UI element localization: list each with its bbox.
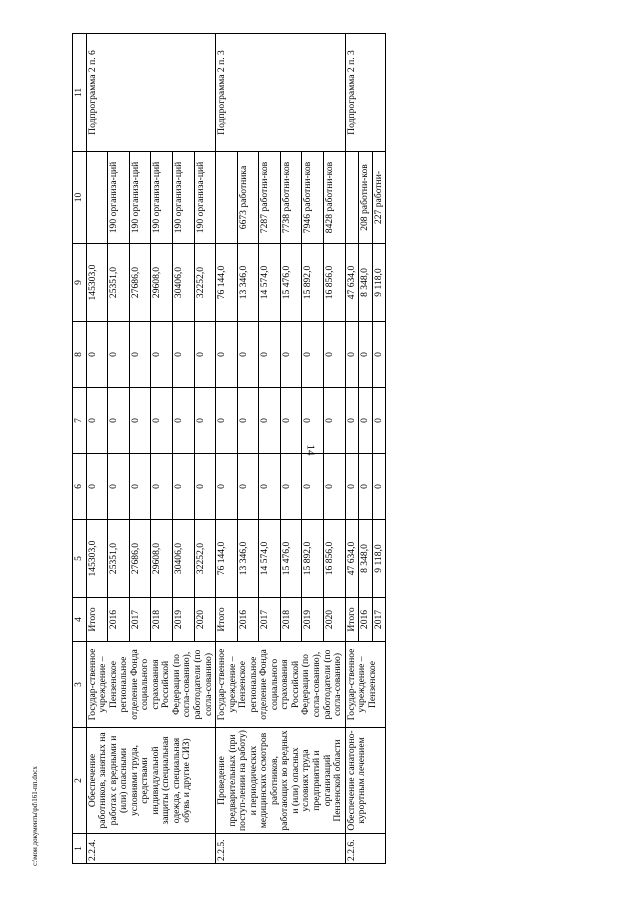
amount-col8: 0	[86, 322, 108, 388]
header-cell: 2	[73, 728, 87, 834]
amount-col8: 0	[259, 322, 281, 388]
amount-col6: 0	[172, 454, 194, 520]
amount-total: 13 346,0	[237, 520, 259, 598]
amount-col8: 0	[345, 322, 359, 388]
amount-col6: 0	[237, 454, 259, 520]
measure-executor: Государ-ственное учреждение – Пензенское региональное отделение Фонда социального страхования Российской Федерации (по согла-сованию), работодатели (по согла-сованию)	[216, 642, 346, 728]
indicator-cell: 190 организа-ций	[172, 152, 194, 244]
amount-col6: 0	[194, 454, 216, 520]
table-row	[345, 34, 359, 864]
amount-total: 32252,0	[194, 520, 216, 598]
amount-col7: 0	[237, 388, 259, 454]
year-cell: Итого	[216, 598, 238, 642]
amount-col9: 32252,0	[194, 244, 216, 322]
header-cell: 3	[73, 642, 87, 728]
amount-col8: 0	[324, 322, 346, 388]
amount-total: 76 144,0	[216, 520, 238, 598]
indicator-cell: 8428 работни-ков	[324, 152, 346, 244]
year-cell: 2017	[259, 598, 281, 642]
measure-code: 2.2.4.	[86, 834, 216, 864]
header-cell: 11	[73, 34, 87, 152]
amount-total: 30406,0	[172, 520, 194, 598]
indicator-cell	[345, 152, 359, 244]
amount-col9: 25351,0	[108, 244, 130, 322]
measure-name: Обеспечение санаторно-курортным лечением	[345, 728, 386, 834]
header-cell: 7	[73, 388, 87, 454]
indicator-cell: 7287 работни-ков	[259, 152, 281, 244]
amount-col8: 0	[216, 322, 238, 388]
measure-name: Обеспечение работников, занятых на работах с вредными и (или) опасными условиями труда, средствами индивидуальной защиты (специальная одежда, специальная обувь и другие СИЗ)	[86, 728, 216, 834]
indicator-cell: 190 организа-ций	[129, 152, 151, 244]
amount-col7: 0	[151, 388, 173, 454]
header-cell: 4	[73, 598, 87, 642]
header-cell: 10	[73, 152, 87, 244]
program-ref: Подпрограмма 2 п. 6	[86, 34, 216, 152]
table-row	[86, 34, 108, 864]
table-row	[216, 34, 238, 864]
indicator-cell	[216, 152, 238, 244]
amount-total: 47 634,0	[345, 520, 359, 598]
header-cell: 5	[73, 520, 87, 598]
year-cell: 2019	[302, 598, 324, 642]
amount-col8: 0	[280, 322, 302, 388]
amount-col9: 14 574,0	[259, 244, 281, 322]
indicator-cell: 208 работни-ков	[359, 152, 373, 244]
amount-col8: 0	[359, 322, 373, 388]
amount-col9: 27686,0	[129, 244, 151, 322]
amount-col6: 0	[259, 454, 281, 520]
header-cell: 9	[73, 244, 87, 322]
indicator-cell: 7946 работни-ков	[302, 152, 324, 244]
amount-col9: 9 118,0	[372, 244, 386, 322]
year-cell: 2016	[108, 598, 130, 642]
amount-col8: 0	[172, 322, 194, 388]
amount-col8: 0	[129, 322, 151, 388]
amount-col9: 16 856,0	[324, 244, 346, 322]
amount-col8: 0	[108, 322, 130, 388]
amount-col7: 0	[359, 388, 373, 454]
amount-total: 27686,0	[129, 520, 151, 598]
footer-file-path: c:\мои документы\pd\161-пп.docx	[30, 766, 39, 866]
amount-col6: 0	[345, 454, 359, 520]
amount-col6: 0	[302, 454, 324, 520]
year-cell: Итого	[345, 598, 359, 642]
amount-col9: 47 634,0	[345, 244, 359, 322]
amount-col7: 0	[345, 388, 359, 454]
indicator-cell: 7738 работни-ков	[280, 152, 302, 244]
measure-name: Проведение предварительных (при поступ-лении на работу) и периодических медицинских осмотров работников, работающих во вредных и (или) опасных условиях труда предприятий и организаций Пензенской области	[216, 728, 346, 834]
amount-col6: 0	[108, 454, 130, 520]
year-cell: 2020	[194, 598, 216, 642]
program-ref: Подпрограмма 2 п. 3	[345, 34, 386, 152]
indicator-cell: 190 организа-ций	[194, 152, 216, 244]
amount-col7: 0	[324, 388, 346, 454]
year-cell: 2016	[359, 598, 373, 642]
amount-col8: 0	[151, 322, 173, 388]
amount-col6: 0	[151, 454, 173, 520]
indicator-cell: 190 организа-ций	[108, 152, 130, 244]
amount-total: 29608,0	[151, 520, 173, 598]
amount-total: 8 348,0	[359, 520, 373, 598]
amount-col9: 13 346,0	[237, 244, 259, 322]
amount-col7: 0	[172, 388, 194, 454]
amount-col9: 145303,0	[86, 244, 108, 322]
indicator-cell: 190 организа-ций	[151, 152, 173, 244]
header-row	[73, 34, 87, 864]
year-cell: 2018	[280, 598, 302, 642]
indicator-cell	[86, 152, 108, 244]
year-cell: 2017	[129, 598, 151, 642]
year-cell: Итого	[86, 598, 108, 642]
rotated-table-container	[72, 34, 636, 864]
year-cell: 2018	[151, 598, 173, 642]
amount-col7: 0	[216, 388, 238, 454]
amount-col7: 0	[108, 388, 130, 454]
amount-col8: 0	[237, 322, 259, 388]
measure-executor: Государ-ственное учреждение – Пензенское региональное отделение Фонда социального страхования Российской Федерации (по согла-сованию), работодатели (по согла-сованию)	[86, 642, 216, 728]
amount-col7: 0	[372, 388, 386, 454]
year-cell: 2016	[237, 598, 259, 642]
amount-col6: 0	[280, 454, 302, 520]
indicator-cell: 227 работни-	[372, 152, 386, 244]
amount-col6: 0	[129, 454, 151, 520]
page-number: 14	[304, 444, 317, 456]
amount-col9: 8 348,0	[359, 244, 373, 322]
measure-code: 2.2.6.	[345, 834, 386, 864]
amount-col9: 15 892,0	[302, 244, 324, 322]
amount-total: 145303,0	[86, 520, 108, 598]
year-cell: 2019	[172, 598, 194, 642]
amount-col6: 0	[216, 454, 238, 520]
amount-col9: 15 476,0	[280, 244, 302, 322]
header-cell: 1	[73, 834, 87, 864]
amount-col7: 0	[302, 388, 324, 454]
amount-col7: 0	[259, 388, 281, 454]
amount-col9: 76 144,0	[216, 244, 238, 322]
header-cell: 6	[73, 454, 87, 520]
year-cell: 2017	[372, 598, 386, 642]
amount-col8: 0	[302, 322, 324, 388]
amount-col6: 0	[372, 454, 386, 520]
amount-col8: 0	[194, 322, 216, 388]
measure-executor: Государ-ственное учреждение – Пензенское	[345, 642, 386, 728]
header-cell: 8	[73, 322, 87, 388]
amount-col8: 0	[372, 322, 386, 388]
amount-col7: 0	[86, 388, 108, 454]
amount-col7: 0	[129, 388, 151, 454]
amount-total: 9 118,0	[372, 520, 386, 598]
amount-total: 15 476,0	[280, 520, 302, 598]
amount-total: 15 892,0	[302, 520, 324, 598]
amount-col9: 30406,0	[172, 244, 194, 322]
amount-col9: 29608,0	[151, 244, 173, 322]
program-measures-table	[72, 33, 386, 864]
amount-col6: 0	[359, 454, 373, 520]
year-cell: 2020	[324, 598, 346, 642]
program-ref: Подпрограмма 2 п. 3	[216, 34, 346, 152]
amount-col7: 0	[194, 388, 216, 454]
amount-col7: 0	[280, 388, 302, 454]
amount-col6: 0	[324, 454, 346, 520]
measure-code: 2.2.5.	[216, 834, 346, 864]
amount-total: 25351,0	[108, 520, 130, 598]
amount-total: 14 574,0	[259, 520, 281, 598]
amount-col6: 0	[86, 454, 108, 520]
amount-total: 16 856,0	[324, 520, 346, 598]
indicator-cell: 6673 работника	[237, 152, 259, 244]
